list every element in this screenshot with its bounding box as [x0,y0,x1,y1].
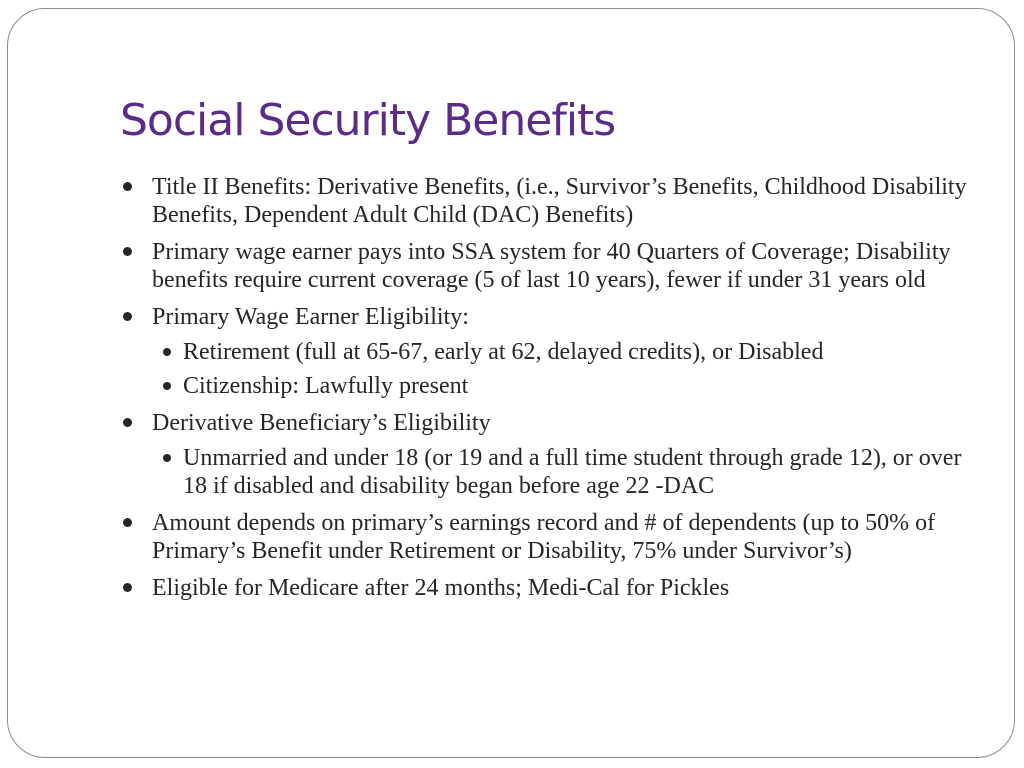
slide-title: Social Security Benefits [120,95,616,146]
bullet-medicare: Eligible for Medicare after 24 months; Medi-Cal for Pickles [152,574,972,602]
bullet-primary-eligibility: Primary Wage Earner Eligibility: [152,303,972,331]
bullet-amount: Amount depends on primary’s earnings record and # of dependents (up to 50% of Primary’s Benefit under Retirement or Disability, 75% under Survivor’s) [152,509,972,565]
slide-content [152,173,972,611]
bullet-quarters-of-coverage: Primary wage earner pays into SSA system for 40 Quarters of Coverage; Disability benefits require current coverage (5 of last 10 years), fewer if under 31 years old [152,238,972,294]
bullet-derivative-eligibility: Derivative Beneficiary’s Eligibility [152,409,972,437]
sub-bullet-unmarried: Unmarried and under 18 (or 19 and a full time student through grade 12), or over 18 if disabled and disability began before age 22 -DAC [183,444,972,500]
slide-frame [7,8,1015,758]
bullet-title-ii-benefits: Title II Benefits: Derivative Benefits, (i.e., Survivor’s Benefits, Childhood Disability Benefits, Dependent Adult Child (DAC) Benefits) [152,173,972,229]
sub-bullet-citizenship: Citizenship: Lawfully present [183,372,972,400]
sub-bullet-retirement: Retirement (full at 65-67, early at 62, delayed credits), or Disabled [183,338,972,366]
